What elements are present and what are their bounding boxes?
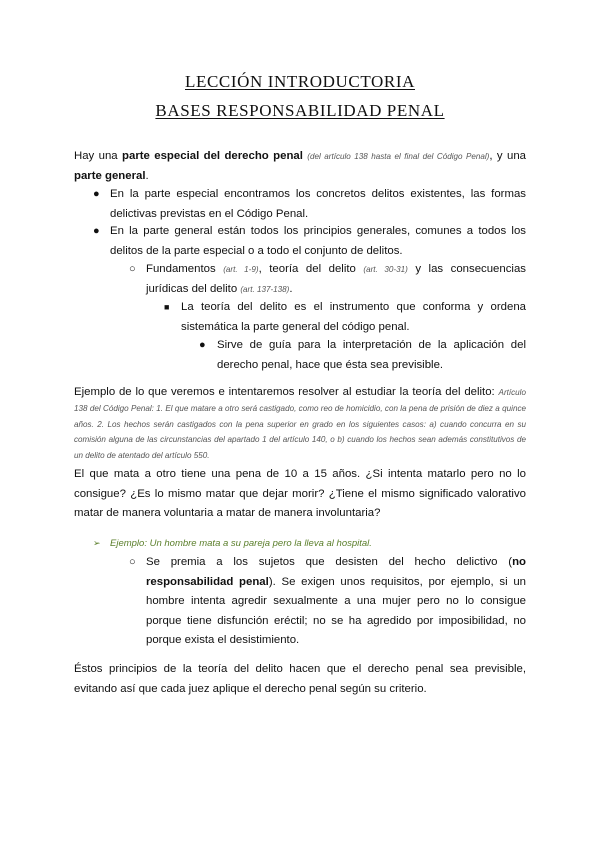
intro-text-a: Hay una [74,150,123,162]
closing-paragraph: Éstos principios de la teoría del delito hacen que el derecho penal sea previsible, evitando así que cada juez aplique el derecho penal según su criterio. [74,663,526,695]
example-note: Ejemplo: Un hombre mata a su pareja pero la lleva al hospital. [110,538,372,549]
intro-text-d: , y una [489,150,527,162]
desist-no-liability: no responsabilidad penal [146,556,526,588]
lesson-subtitle: BASES RESPONSABILIDAD PENAL [155,101,445,120]
example-intro: Ejemplo de lo que veremos e intentaremos resolver al estudiar la teoría del delito: [74,386,499,398]
sub-bullet-theory: La teoría del delito es el instrumento que conforma y ordena sistemática la parte general del código penal. [181,301,526,333]
article-138-quote: Artículo 138 del Código Penal: 1. El que matare a otro será castigado, como reo de homicidio, con la pena de prisión de diez a quince años. 2. Los hechos serán castigados con la pena superior en grado en los siguientes casos: a) cuando concurra en su comisión alguna de las circunstancias del apartado 1 del artículo 140, o b) cuando los hechos sean además constitutivos de un delito de atentado del artículo 550. [74,388,526,461]
bullet-disc-icon: ● [93,225,100,237]
bullet-square-icon: ■ [164,302,170,312]
bullet-circle-icon: ○ [129,556,136,568]
sub-bullet-fundamentals [146,260,526,299]
desist-text-a: Se premia a los sujetos que desisten del hecho delictivo ( [146,556,513,568]
fund-ref-1: (art. 1-9) [223,265,259,274]
intro-paragraph [74,147,526,186]
fund-text-a: Fundamentos [146,263,224,275]
lesson-title: LECCIÓN INTRODUCTORIA [185,72,415,91]
sub-bullet-guide: Sirve de guía para la interpretación de la aplicación del derecho penal, hace que ésta sea previsible. [217,339,526,371]
bullet-circle-icon: ○ [129,263,136,275]
fund-text-c: , teoría del delito [258,263,364,275]
desist-text-c: ). Se exigen unos requisitos, por ejemplo, si un hombre intenta agredir sexualmente a una mujer pero no lo consigue porque tiene disfunción eréctil; no se ha agredido por imposibilidad, no porque exista el desistimiento. [146,575,526,646]
fund-ref-3: (art. 137-138) [240,284,290,294]
intro-special-part: parte especial del derecho penal [122,150,303,162]
intro-text-f: . [145,169,149,182]
fund-text-g: . [289,282,293,295]
intro-general-part: parte general [74,169,146,182]
fund-text-e: y las consecuencias jurídicas del delito [146,263,526,295]
example-paragraph [74,385,526,464]
bullet-disc-icon: ● [93,188,100,200]
bullet-general-part: En la parte general están todos los principios generales, comunes a todos los delitos de la parte especial o a todo el conjunto de delitos. [110,225,526,257]
bullet-special-part: En la parte especial encontramos los concretos delitos existentes, las formas delictivas previstas en el Código Penal. [110,188,526,220]
arrow-bullet-icon: ➢ [93,538,101,548]
questions-paragraph: El que mata a otro tiene una pena de 10 a 15 años. ¿Si intenta matarlo pero no lo consigue? ¿Es lo mismo matar que dejar morir? ¿Tiene el mismo significado valorativo matar de manera voluntaria a matar de manera involuntaria? [74,468,526,519]
bullet-disc-icon: ● [199,339,206,351]
intro-special-ref: (del artículo 138 hasta el final del Código Penal) [307,152,490,161]
sub-bullet-desist [146,553,526,651]
fund-ref-2: (art. 30-31) [363,265,408,274]
